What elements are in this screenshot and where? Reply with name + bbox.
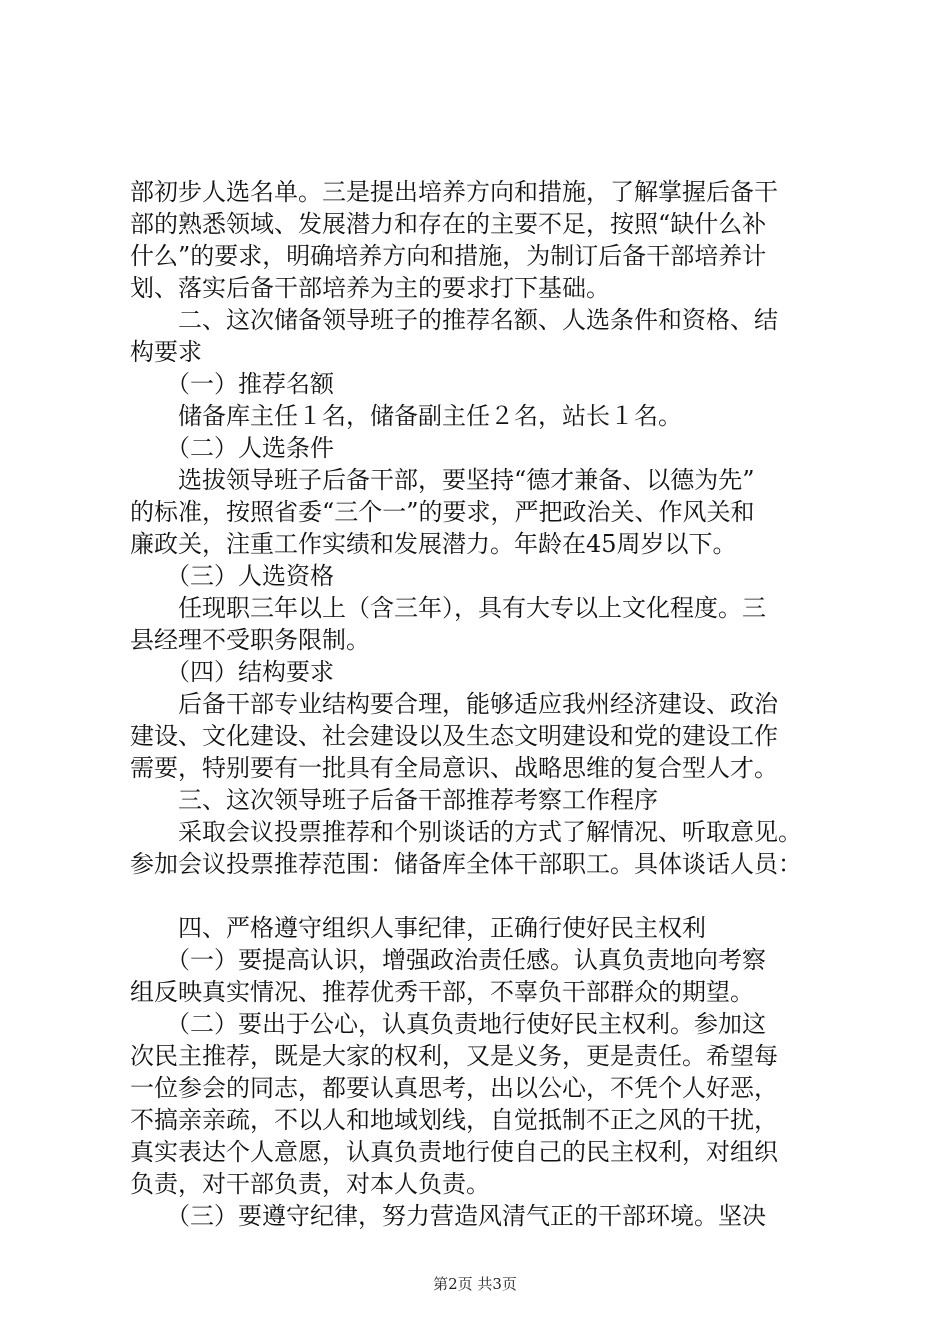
text-line: （一）要提高认识，增强政治责任感。认真负责地向考察 — [130, 946, 766, 974]
subsection-heading: （二）人选条件 — [130, 434, 334, 462]
text-line: 的标准，按照省委“三个一”的要求，严把政治关、作风关和 — [130, 498, 755, 526]
text-line: 廉政关，注重工作实绩和发展潜力。年龄在45周岁以下。 — [130, 530, 737, 558]
text-line: 划、落实后备干部培养为主的要求打下基础。 — [130, 274, 610, 302]
blank-line — [130, 880, 835, 912]
text-line: （三）要遵守纪律，努力营造风清气正的干部环境。坚决 — [130, 1202, 766, 1230]
section-heading: 三、这次领导班子后备干部推荐考察工作程序 — [130, 786, 658, 814]
body-text — [130, 176, 835, 1232]
text-line: 一位参会的同志，都要认真思考，出以公心，不凭个人好恶， — [130, 1074, 778, 1102]
text-line: 什么”的要求，明确培养方向和措施，为制订后备干部培养计 — [130, 242, 767, 270]
text-line: 县经理不受职务限制。 — [130, 626, 370, 654]
text-line: 不搞亲亲疏，不以人和地域划线，自觉抵制不正之风的干扰， — [130, 1106, 778, 1134]
subsection-heading: （三）人选资格 — [130, 562, 334, 590]
subsection-heading: （四）结构要求 — [130, 658, 334, 686]
text-line: 部初步人选名单。三是提出培养方向和措施，了解掌握后备干 — [130, 178, 778, 206]
text-line: 参加会议投票推荐范围：储备库全体干部职工。具体谈话人员： — [130, 850, 802, 878]
text-line: 后备干部专业结构要合理，能够适应我州经济建设、政治 — [130, 690, 778, 718]
text-line: 负责，对干部负责，对本人负责。 — [130, 1170, 490, 1198]
text-line: 部的熟悉领域、发展潜力和存在的主要不足，按照“缺什么补 — [130, 210, 767, 238]
text-line: 建设、文化建设、社会建设以及生态文明建设和党的建设工作 — [130, 722, 778, 750]
text-line: 储备库主任１名，储备副主任２名，站长１名。 — [130, 402, 682, 430]
text-line: 需要，特别要有一批具有全局意识、战略思维的复合型人才。 — [130, 754, 778, 782]
text-line: 采取会议投票推荐和个别谈话的方式了解情况、听取意见。 — [130, 818, 802, 846]
page-footer: 第2页 共3页 — [433, 1275, 517, 1293]
section-heading: 四、严格遵守组织人事纪律，正确行使好民主权利 — [130, 914, 706, 942]
subsection-heading: （一）推荐名额 — [130, 370, 334, 398]
text-line: 组反映真实情况、推荐优秀干部，不辜负干部群众的期望。 — [130, 978, 754, 1006]
section-heading: 二、这次储备领导班子的推荐名额、人选条件和资格、结 — [130, 306, 778, 334]
section-heading: 构要求 — [130, 338, 202, 366]
text-line: （二）要出于公心，认真负责地行使好民主权利。参加这 — [130, 1010, 766, 1038]
text-line: 选拔领导班子后备干部，要坚持“德才兼备、以德为先” — [130, 466, 755, 494]
text-line: 任现职三年以上（含三年），具有大专以上文化程度。三 — [130, 594, 766, 622]
text-line: 真实表达个人意愿，认真负责地行使自己的民主权利，对组织 — [130, 1138, 778, 1166]
text-line: 次民主推荐，既是大家的权利，又是义务，更是责任。希望每 — [130, 1042, 778, 1070]
